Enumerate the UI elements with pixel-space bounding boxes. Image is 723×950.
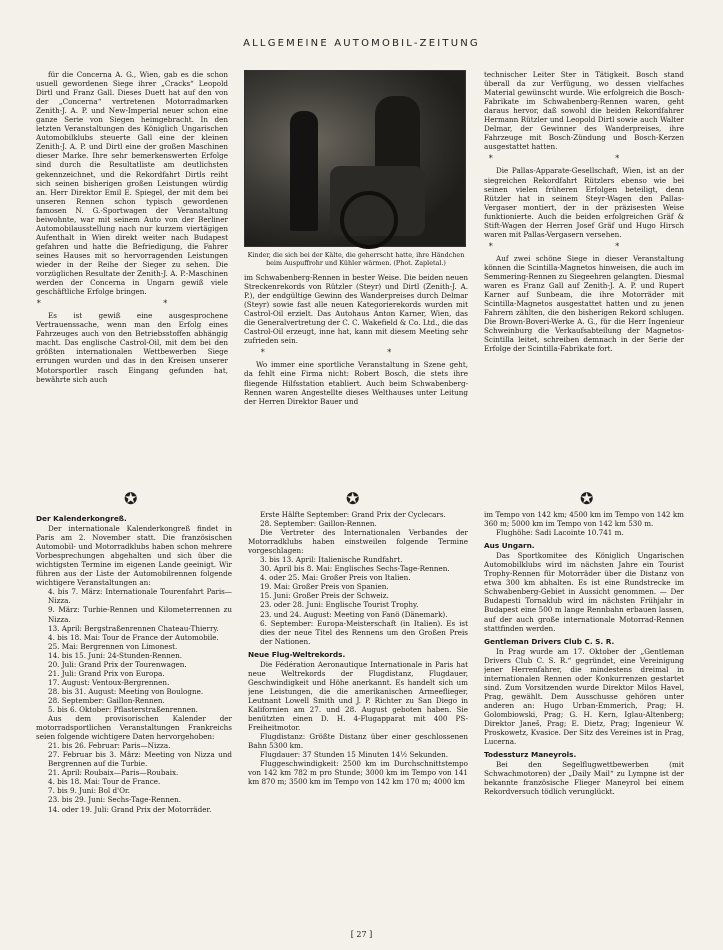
paragraph: Bei den Segelflugwettbewerben (mit Schwachmotoren) der „Daily Mail“ zu Lympne ist der bekannte französische Flieger Maneyrol bei einem Rekordversuch tödlich verunglückt.	[484, 760, 684, 797]
list-item: 28. bis 31. August: Meeting von Boulogne.	[48, 686, 204, 696]
section-heading: Aus Ungarn.	[484, 541, 535, 551]
list-item: 25. Mai: Bergrennen von Limonest.	[48, 641, 178, 651]
paragraph: Die Fédération Aeronautique Internationale in Paris hat neue Weltrekords der Flugdistanz, Flugdauer, Geschwindigkeit und Höhe anerkannt. Es handelt sich um jene Leistungen, die die amerikanischen Armeeflieger, Leutnant Lowell Smith und J. P. Richter zu San Diego in Kalifornien am 27. und 28. August geboten haben. Sie benützten einen D. H. 4-Flugapparat mit 400 PS-Freiheitmotor.	[248, 659, 468, 733]
list-item: 28. September: Gaillon-Rennen.	[260, 519, 377, 529]
list-item: 5. bis 6. Oktober: Pflasterstraßenrennen.	[48, 704, 198, 714]
paragraph: Die Vertreter des Internationalen Verbandes der Motorradklubs haben einstweilen folgende Termine vorgeschlagen:	[248, 528, 468, 556]
list-item: 17. August: Ventoux-Bergrennen.	[48, 677, 170, 687]
divider-star-icon: ✪	[124, 489, 138, 508]
list-item: 13. April: Bergstraßenrennen Chateau-Thierry.	[48, 623, 219, 633]
list-item: 21. bis 26. Februar: Paris—Nizza.	[48, 741, 171, 751]
paragraph: Auf zwei schöne Siege in dieser Veranstaltung können die Scintilla-Magnetos hinweisen, die auch im Semmering-Rennen zu Siegeehren gelangten. Diesmal waren es Franz Gall auf Zenith-J. A. P. und Rupert Karner auf Sunbeam, die ihre Motorräder mit Scintilla-Magnetos ausgestattet hatten und zu jenen Fahrern zählten, die den bisherigen Rekord schlugen. Die Brown-Boveri-Werke A. G., für die Herr Ingenieur Schweinburg die Verkaufsabteilung der Magnetos-Scintilla leitet, schreiben demnach in der Serie der Erfolge der Scintilla-Fabrikate fort.	[484, 253, 684, 354]
bottom-middle-column	[248, 510, 468, 920]
list-item: 23. bis 29. Juni: Sechs-Tage-Rennen.	[48, 795, 182, 805]
section-heading: Neue Flug-Weltrekords.	[248, 649, 346, 659]
paragraph: Flughöhe: Sadi Lacointe 10.741 m.	[496, 528, 624, 538]
list-item: 19. Mai: Großer Preis von Spanien.	[260, 582, 389, 592]
list-item: 23. und 24. August: Meeting von Fanö (Dänemark).	[260, 609, 448, 619]
event-list	[36, 587, 232, 714]
separator-stars: * *	[260, 348, 452, 358]
top-right-column	[484, 70, 684, 490]
paragraph: Wo immer eine sportliche Veranstaltung in Szene geht, da fehlt eine Firma nicht: Robert Bosch, die stets ihre fliegende Hilfsstation etabliert. Auch beim Schwabenberg-Rennen waren Angestellte dieses Welthauses unter Leitung der Herren Direktor Bauer und	[244, 360, 468, 406]
list-item: 4. oder 25. Mai: Großer Preis von Italien.	[260, 573, 411, 583]
paragraph: Es ist gewiß eine ausgesprochene Vertrauenssache, wenn man den Erfolg eines Fahrzeuges auch von den Betriebsstoffen abhängig macht. Das englische Castrol-Oil, mit dem bei den größten internationalen Wettbewerben Siege errungen wurden und das in den Kreisen unserer Motorsportler rasch Eingang gefunden hat, bewährte sich auch	[36, 311, 228, 384]
divider-star-icon: ✪	[346, 489, 360, 508]
list-item: 7. bis 9. Juni: Bol d'Or.	[48, 786, 130, 796]
paragraph: im Schwabenberg-Rennen in bester Weise. Die beiden neuen Streckenrekords von Rützler (Steyr) und Dirtl (Zenith-J. A. P.), der endgültige Gewinn des Wanderpreises durch Delmar (Steyr) sowie fast alle neuen Kategorierekords wurden mit Castrol-Oil erzielt. Das Autohaus Anton Karner, Wien, das die Generalvertretung der C. C. Wakefield & Co. Ltd., die das Castrol-Oil erzeugt, inne hat, kann mit diesem Meeting sehr zufrieden sein.	[244, 273, 468, 346]
page-header: ALLGEMEINE AUTOMOBIL-ZEITUNG	[243, 38, 480, 49]
list-item: 14. bis 15. Juni: 24-Stunden-Rennen.	[48, 650, 183, 660]
section-heading: Gentleman Drivers Club C. S. R.	[484, 636, 615, 646]
list-item: 23. oder 28. Juni: Englische Tourist Trophy.	[260, 600, 419, 610]
paragraph: im Tempo von 142 km; 4500 km im Tempo von 142 km 360 m; 5000 km im Tempo von 142 km 530 m.	[484, 510, 684, 529]
paragraph: Das Sportkomitee des Königlich Ungarischen Automobilklubs wird im nächsten Jahre ein Tourist Trophy-Rennen für Motorräder über die Distanz von etwa 300 km abhalten. Es ist eine Rundstrecke im Schwabenberg-Gebiet in Aussicht genommen. — Der Budapesti Tornaklub wird im nächsten Frühjahr in Budapest eine 500 m lange Rennbahn erbauen lassen, auf der auch große internationale Motorrad-Rennen stattfinden werden.	[484, 551, 684, 633]
section-heading: Todessturz Maneyrols.	[484, 750, 577, 760]
bottom-left-column	[36, 510, 232, 920]
list-item: 6. September: Europa-Meisterschaft (in Italien). Es ist dies der neue Titel des Rennens um den Großen Preis der Nationen.	[260, 618, 468, 646]
list-item: 30. April bis 8. Mai: Englisches Sechs-Tage-Rennen.	[260, 564, 450, 574]
list-item: 4. bis 18. Mai: Tour de France.	[48, 777, 161, 787]
page-number: [ 27 ]	[350, 930, 373, 939]
paragraph: Der internationale Kalenderkongreß findet in Paris am 2. November statt. Die französischen Automobil- und Motorradklubs haben schon mehrere Vorbesprechungen abgehalten und sich über die wichtigsten Termine im eigenen Lande geeinigt. Wir führen aus der Liste der Automobilrennen folgende wichtigere Veranstaltungen an:	[36, 524, 232, 588]
paragraph: Flugdauer: 37 Stunden 15 Minuten 14½ Sekunden.	[260, 750, 449, 760]
list-item: 27. Februar bis 3. März: Meeting von Nizza und Bergrennen auf die Turbie.	[48, 750, 232, 769]
separator-stars: * *	[488, 154, 680, 164]
paragraph: Aus dem provisorischen Kalender der motorradsportlichen Veranstaltungen Frankreichs seien folgende wichtigere Daten hervorgehoben:	[36, 714, 232, 742]
event-list	[248, 510, 468, 528]
paragraph: Fluggeschwindigkeit: 2500 km im Durchschnittstempo von 142 km 782 m pro Stunde; 3000 km im Tempo von 141 km 870 m; 3500 km im Tempo von 142 km 170 m; 4000 km	[248, 759, 468, 787]
list-item: 3. bis 13. April: Italienische Rundfahrt.	[260, 555, 403, 565]
top-middle-column	[244, 70, 468, 490]
list-item: 21. April: Roubaix—Paris—Roubaix.	[48, 768, 179, 778]
paragraph: für die Concerna A. G., Wien, gab es die schon usuell gewordenen Siege ihrer „Cracks“ Leopold Dirtl und Franz Gall. Dieses Duett hat auf den von der „Concerna“ vertretenen Motorradmarken Zenith-J. A. P. und New-Imperial neuer schon eine ganze Serie von Siegen heimgebracht. In den letzten Veranstaltungen des Königlich Ungarischen Automobilklubs steuerte Gall eine der kleinen Zenith-J. A. P. und Dirtl eine der großen Maschinen dieser Marke. Ihre sehr bemerkenswerten Erfolge sind durch die Resultatliste am deutlichsten gekennzeichnet, und die Rekordfahrt Dirtls reiht sich seinen bisherigen großen Leistungen würdig an. Herr Direktor Emil E. Spiegel, der mit dem bei unseren Rennen schon typisch gewordenen famosen N. G.-Sportwagen der Veranstaltung beiwohnte, war mit seinem Auto von der Berliner Automobilausstellung nach nur kurzem viertägigen Aufenthalt in Wien direkt weiter nach Budapest gefahren und hatte die Befriedigung, die Fahrer seines Hauses mit so hervorragenden Leistungen wieder in der Reihe der Sieger zu sehen. Die vorzüglichen Resultate der Zenith-J. A. P.-Maschinen werden der Concerna in Ungarn gewiß viele geschäftliche Erfolge bringen.	[36, 70, 228, 297]
list-item: 4. bis 18. Mai: Tour de France der Automobile.	[48, 632, 219, 642]
list-item: 15. Juni: Großer Preis der Schweiz.	[260, 591, 389, 601]
separator-stars: * *	[488, 241, 680, 251]
photo-caption: Kinder, die sich bei der Kälte, die geherrscht hatte, ihre Händchen beim Auspuffrohr und Kühler wärmen. (Phot. Zapletal.)	[247, 251, 465, 267]
paragraph: Flugdistanz: Größte Distanz über einer geschlossenen Bahn 5300 km.	[248, 732, 468, 751]
event-list	[36, 741, 232, 813]
list-item: 21. Juli: Grand Prix von Europa.	[48, 668, 165, 678]
section-heading: Der Kalenderkongreß.	[36, 514, 127, 523]
paragraph: Die Pallas-Apparate-Gesellschaft, Wien, ist an der siegreichen Rekordfahrt Rützlers ebenso wie bei seinen vielen früheren Erfolgen beteiligt, denn Rützler hat in seinem Steyr-Wagen den Pallas-Vergaser montiert, der in der präzisesten Weise funktionierte. Auch die beiden erfolgreichen Gräf & Stift-Wagen der Herren Josef Gräf und Hugo Hirsch waren mit Pallas-Vergasern versehen.	[484, 166, 684, 239]
separator-stars: * *	[36, 299, 228, 309]
bottom-right-column	[484, 510, 684, 920]
list-item: 9. März: Turbie-Rennen und Kilometerrennen zu Nizza.	[48, 605, 232, 624]
paragraph: In Prag wurde am 17. Oktober der „Gentleman Drivers Club C. S. R.“ gegründet, eine Vereinigung jener Herrenfahrer, die mindestens dreimal in internationalen Rennen oder Konkurrenzen gestartet sind. Zum Vorsitzenden wurde Direktor Milos Havel, Prag, gewählt. Dem Ausschusse gehören unter anderen an: Hugo Urban-Emmerich, Prag; H. Golombiowski, Prag; G. H. Kern, Iglau-Altenberg; Direktor Janeš, Prag; E. Dietz, Prag; Ingenieur W. Proskowetz, Kvasice. Der Sitz des Vereines ist in Prag, Lucerna.	[484, 646, 684, 747]
list-item: Erste Hälfte September: Grand Prix der Cyclecars.	[260, 510, 446, 519]
photo-children-warming-hands	[244, 70, 466, 247]
top-left-column	[36, 70, 228, 490]
list-item: 28. September: Gaillon-Rennen.	[48, 695, 165, 705]
paragraph: technischer Leiter Ster in Tätigkeit. Bosch stand überall da zur Verfügung, wo dessen vielfaches Material gewünscht wurde. Wie erfolgreich die Bosch-Fabrikate im Schwabenberg-Rennen waren, geht daraus hervor, daß sowohl die beiden Rekordfahrer Hermann Rützler und Leopold Dirtl sowie auch Walter Delmar, der Gewinner des Wanderpreises, ihre Fahrzeuge mit Bosch-Zündung und Bosch-Kerzen ausgestattet hatten.	[484, 70, 684, 152]
list-item: 14. oder 19. Juli: Grand Prix der Motorräder.	[48, 804, 212, 814]
event-list	[248, 555, 468, 645]
list-item: 4. bis 7. März: Internationale Tourenfahrt Paris—Nizza.	[48, 587, 232, 606]
list-item: 20. Juli: Grand Prix der Tourenwagen.	[48, 659, 187, 669]
divider-star-icon: ✪	[580, 489, 594, 508]
